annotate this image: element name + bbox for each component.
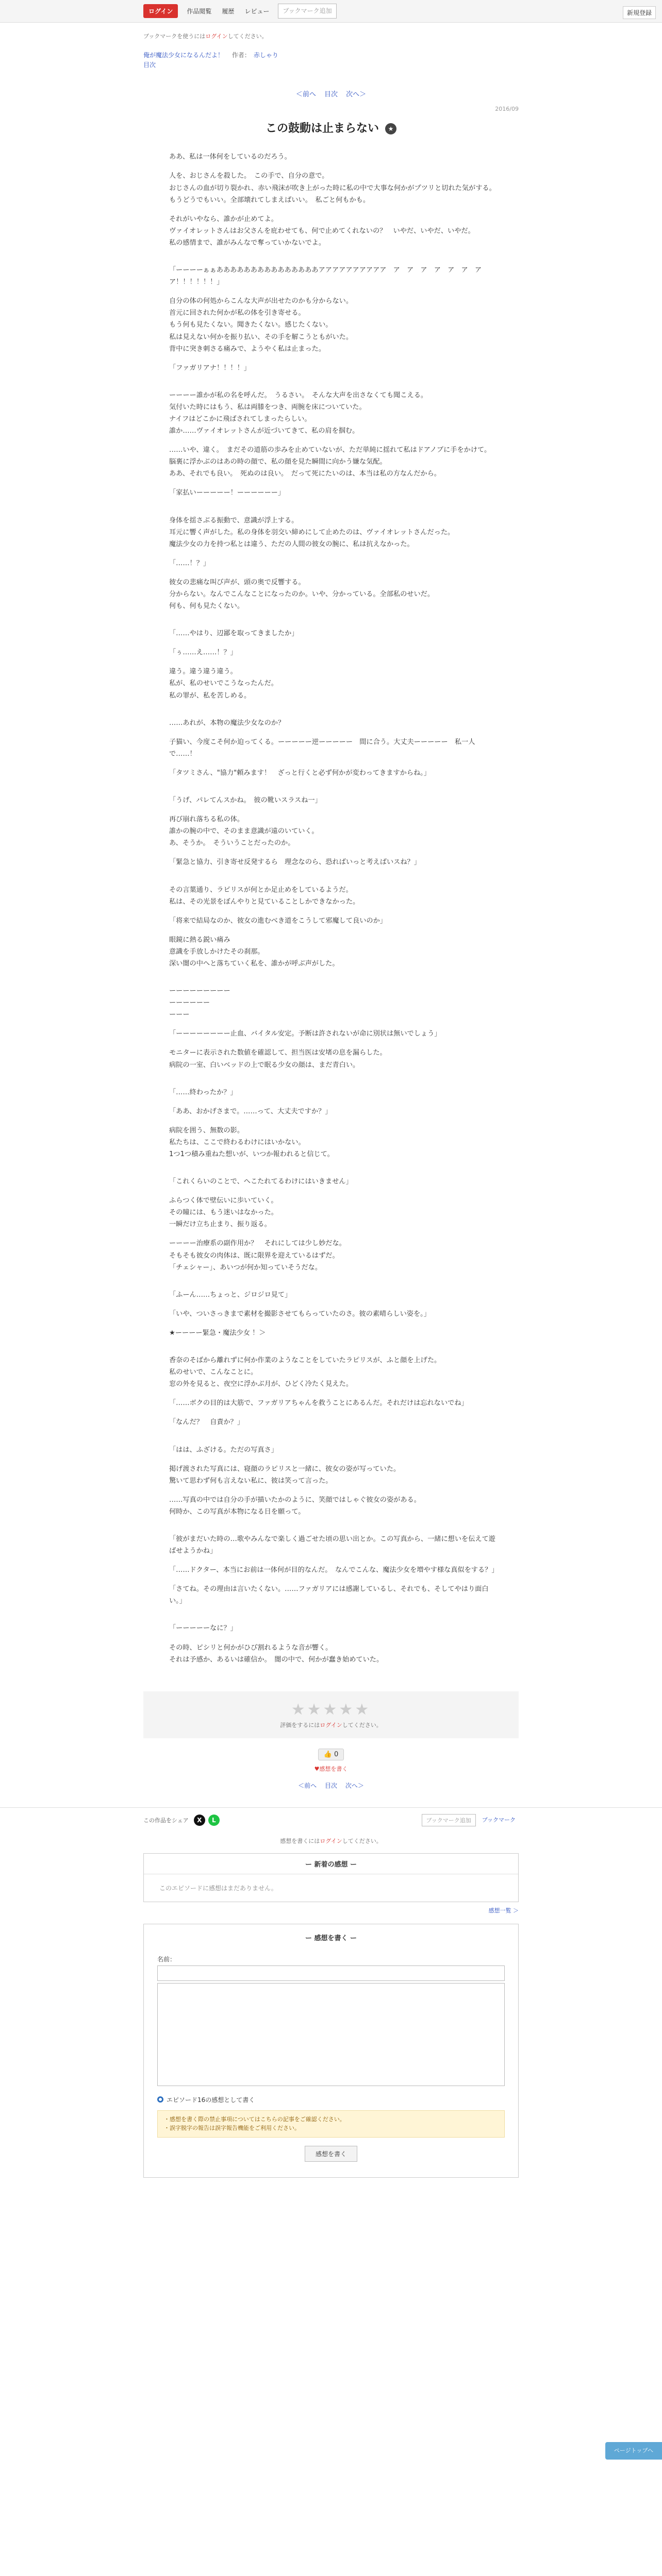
radio-icon[interactable] — [157, 2096, 163, 2103]
body-paragraph: 自分の体の何処からこんな大声が出せたのかも分からない。 首元に回された何かが私の体を引き寄せる。 もう何も見たくない。聞きたくない。感じたくない。 私は見えない何かを振り払い、その手を解こうともがいた。 背中に突き刺さる痛みで、ようやく私は止まった。 — [169, 297, 353, 353]
x-share-icon[interactable]: X — [194, 1815, 205, 1826]
main-content — [143, 32, 519, 1790]
share-bar — [0, 1807, 662, 1833]
login-link[interactable]: ログイン — [205, 33, 228, 40]
write-review-link[interactable]: ♥感想を書く — [314, 1765, 348, 1772]
body-paragraph: 「いや、ついさっきまで素材を撮影させてもらっていたのさ。彼の素晴らしい姿を。」 — [169, 1310, 431, 1318]
rating-box — [143, 1691, 519, 1738]
review-warning: ・感想を書く際の禁止事項についてはこちらの記事をご確認ください。 ・誤字脱字の報告は誤字報告機能をご利用ください。 — [157, 2110, 505, 2138]
toc-link-bottom[interactable]: 目次 — [324, 1782, 337, 1789]
nav-item-history[interactable]: 履歴 — [222, 8, 235, 15]
body-paragraph: ーーーー治療系の副作用か？ それにしては少し妙だな。 そもそも彼女の肉体は、既に限界を迎えているはずだ。 「チェシャー」、あいつが何か知っていそうだな。 — [169, 1240, 346, 1272]
line-share-icon[interactable]: L — [208, 1815, 220, 1826]
episode-pager-bottom — [143, 1781, 519, 1790]
review-area — [143, 1837, 519, 2178]
bookmark-notice: ブックマークを使うにはログインしてください。 — [143, 33, 268, 40]
prev-link[interactable]: ＜前へ — [295, 91, 316, 99]
next-link[interactable]: 次へ＞ — [346, 91, 367, 99]
review-list-link[interactable]: 感想一覧 ＞ — [488, 1907, 519, 1914]
body-paragraph: 香奈のそばから離れずに何か作業のようなことをしていたラピリスが、ふと顔を上げた。 私のせいで、こんなことに。 窓の外を見ると、夜空に浮かぶ月が、ひどく冷たく見えた。 — [169, 1357, 441, 1388]
body-paragraph: 「……ボクの目的は大筋で、ファガリアちゃんを救うことにあるんだ。それだけは忘れないでね」 — [169, 1399, 468, 1408]
body-paragraph: 「さてね。その理由は言いたくない。……ファガリアには感謝しているし、それでも、そしてやはり面白い。」 — [169, 1585, 489, 1605]
toc-link[interactable]: 目次 — [143, 61, 156, 69]
body-paragraph: 「ーーーーぁぁあああああああああああああああアアアアアアアアアア ア ア ア ア ア ア ア ア！！！！！！」 — [169, 266, 489, 286]
body-paragraph: 「彼がまだいた時の…歌やみんなで楽しく過ごせた頃の思い出とか。この写真から、一緒に想いを伝えて遊ばせようかね」 — [169, 1535, 495, 1555]
body-paragraph: ーーーー誰かが私の名を呼んだ。 うるさい。 そんな大声を出さなくても聞こえる。 気付いた時にはもう、私は両膝をつき、両腕を床についていた。 ナイフはどこかに飛ばされてしまったらしい。 誰か……ヴァイオレットさんが近づいてきて、私の肩を掴む。 — [169, 391, 428, 435]
body-paragraph: 「……やはり、辺鄙を取ってきましたか」 — [169, 630, 299, 638]
social-buttons — [194, 1815, 220, 1826]
body-paragraph: ふらつく体で壁伝いに歩いていく。 その瞳には、もう迷いはなかった。 一瞬だけ立ち止まり、振り返る。 — [169, 1197, 278, 1229]
top-nav — [182, 4, 336, 19]
body-paragraph: 人を、おじさんを殺した。 この手で、自分の意で。 おじさんの血が切り裂かれ、赤い飛沫が吹き上がった時に私の中で大事な何かがプツリと切れた気がする。 もうどうでもいい。全部壊れてしまえばいい。 私ごと何もかも。 — [169, 172, 496, 204]
rating-stars[interactable]: ★★★★★ — [291, 1700, 371, 1719]
body-paragraph: 「これくらいのことで、へこたれてるわけにはいきません」 — [169, 1178, 353, 1186]
body-paragraph: 「将来で結局なのか、彼女の進むべき道をこうして邪魔して良いのか」 — [169, 917, 387, 925]
body-paragraph: 「ぅ……え……！？」 — [169, 649, 237, 657]
share-label: この作品をシェア — [143, 1817, 189, 1824]
body-paragraph: ……写真の中では自分の手が描いたかのように、笑顔ではしゃぐ彼女の姿がある。 何時か、この写真が本物になる日を願って。 — [169, 1496, 421, 1516]
body-paragraph: 違う。違う違う違う。 私が、私のせいでこうなったんだ。 私の罪が、私を苦しめる。 — [169, 668, 278, 700]
body-paragraph: 「……ドクター、本当にお前は一体何が目的なんだ。 なんでこんな、魔法少女を増やす様な真似をする？」 — [169, 1566, 499, 1574]
body-paragraph: 「うげ、パレてんスかね。 彼の靴いスラスね一」 — [169, 796, 322, 805]
body-paragraph: 「……！？」 — [169, 559, 210, 567]
publish-date: 2016/09 — [495, 106, 519, 113]
bookmark-link[interactable]: ブックマーク — [482, 1816, 516, 1823]
episode-title: この鼓動は止まらない ★ — [143, 120, 519, 135]
body-paragraph: 掲げ渡された写真には、寝顔のラピリスと一緒に、彼女の姿が写っていた。 驚いて思わず何も言えない私に、彼は笑って言った。 — [169, 1465, 401, 1485]
body-paragraph: 「ーーーーーなに？」 — [169, 1624, 237, 1633]
body-paragraph: それがいやなら、誰かが止めてよ。 ヴァイオレットさんはお父さんを庇わせても、何で止めてくれないの？ いやだ、いやだ、いやだ。 私の感情まで、誰がみんなで奪っていかないでよ。 — [169, 215, 475, 247]
body-paragraph: ……いや、違く。 まだその道筋の歩みを止めていないが、ただ単純に揺れて私はドアノブに手をかけて。 脳裏に浮かぶのはあの時の顔で、私の顔を見た瞬間に向かう嫌な気配。 ああ、それでも良い。 死ぬのは良い。 だって死にたいのは、本当は私の方なんだから。 — [169, 446, 491, 478]
body-paragraph: 「ーーーーーーーー止血、バイタル安定。予断は許されないが命に別状は無いでしょう」 — [169, 1030, 441, 1038]
page-top-button[interactable]: ページトップへ — [605, 2442, 662, 2460]
name-label: 名前： — [157, 1955, 176, 1963]
body-paragraph: 子猫い、今度こそ何か迫ってくる。ーーーーー逆ーーーーー 間に合う。大丈夫ーーーーー 私一人で……！ — [169, 738, 475, 758]
top-bar — [0, 0, 662, 23]
submit-review-button[interactable]: 感想を書く — [305, 2146, 357, 2162]
review-notice: 感想を書くにはログインしてください。 — [280, 1837, 382, 1844]
review-textarea[interactable] — [157, 1983, 505, 2086]
next-link-bottom[interactable]: 次へ＞ — [345, 1782, 364, 1789]
body-paragraph: 「……終わったか？」 — [169, 1088, 237, 1096]
review-form — [143, 1924, 519, 2178]
body-paragraph: 「なんだ？ 自責か？」 — [169, 1418, 244, 1427]
name-input[interactable] — [157, 1965, 505, 1981]
like-area — [143, 1749, 519, 1773]
latest-reviews-heading: ー 新着の感想 ー — [305, 1860, 357, 1869]
body-paragraph: ……あれが、本物の魔法少女なのか？ — [169, 719, 285, 727]
bookmark-icon[interactable]: ★ — [385, 123, 396, 134]
body-paragraph: ★ーーーー緊急・魔法少女 ！＞ — [169, 1329, 266, 1337]
bookmark-add-disabled-button-bottom: ブックマーク追加 — [422, 1814, 476, 1826]
rating-note: 評価をするにはログインしてください。 — [280, 1721, 382, 1728]
nav-item-review[interactable]: レビュー — [244, 8, 270, 15]
like-button[interactable]: 👍 0 — [318, 1749, 344, 1760]
latest-reviews-empty: このエピソードに感想はまだありません。 — [144, 1874, 518, 1902]
body-paragraph: 「はは、ふざける。ただの写真さ」 — [169, 1446, 278, 1454]
rating-login-link[interactable]: ログイン — [320, 1721, 342, 1728]
body-paragraph: 「緊急と協力、引き寄せ反発するら 理念なのら、恐ればいっと考えばいスね？」 — [169, 858, 421, 867]
series-title-link[interactable]: 俺が魔法少女になるんだよ！ — [143, 52, 224, 59]
body-paragraph: 「タツミさん、"協力"頼みます！ ざっと行くと必ず何かが変わってきますからね。」 — [169, 769, 431, 777]
bookmark-add-disabled-button: ブックマーク追加 — [278, 4, 336, 19]
episode-radio[interactable]: エピソード16の感想として書く — [157, 2095, 505, 2104]
review-form-heading: ー 感想を書く ー — [305, 1934, 357, 1942]
login-button[interactable]: ログイン — [143, 4, 178, 18]
body-paragraph: 彼女の悲痛な叫び声が、頭の奥で反響する。 分からない。なんでこんなことになったのか。いや、分かっている。全部私のせいだ。 何も、何も見たくない。 — [169, 578, 435, 611]
body-paragraph: ーーーーーーーーー ーーーーーー ーーー — [169, 987, 230, 1019]
body-paragraph: 「ふーん……ちょっと、ジロジロ見て」 — [169, 1291, 292, 1299]
body-paragraph: 眼鏡に熱る鋭い痛み 意識を手放しかけたその刹那。 深い闇の中へと落ちていく私を、誰かが呼ぶ声がした。 — [169, 936, 339, 968]
body-paragraph: モニターに表示された数値を確認して、担当医は安堵の息を漏らした。 病院の一室、白いベッドの上で眠る少女の顔は、まだ青白い。 — [169, 1049, 387, 1069]
body-paragraph: 「家払いーーーーー！ーーーーーー」 — [169, 489, 285, 497]
review-login-link[interactable]: ログイン — [320, 1837, 342, 1844]
nav-item-browse[interactable]: 作品閲覧 — [187, 8, 212, 15]
body-paragraph: 身体を揺さぶる振動で、意識が浮上する。 耳元に響く声がした。私の身体を羽交い締めにして止めたのは、ヴァイオレットさんだった。 魔法少女の力を持つ私とは違う、ただの人間の彼女の腕に、私は抗えなかった。 — [169, 516, 455, 548]
body-paragraph: ああ、私は一体何をしているのだろう。 — [169, 153, 291, 161]
body-paragraph: 「ああ、おかげさまで。……って、大丈夫ですか？」 — [169, 1107, 332, 1115]
episode-pager-top — [143, 89, 519, 98]
toc-link[interactable]: 目次 — [324, 91, 338, 99]
episode-body — [143, 151, 519, 1665]
latest-reviews — [143, 1853, 519, 1902]
prev-link-bottom[interactable]: ＜前へ — [298, 1782, 317, 1789]
body-paragraph: その時、ピシリと何かがひび割れるような音が響く。 それは予感か、あるいは確信か。 闇の中で、何かが蠢き始めていた。 — [169, 1643, 384, 1664]
register-button[interactable]: 新規登録 — [623, 6, 656, 19]
body-paragraph: 「ファガリアナ！！！！」 — [169, 364, 251, 372]
body-paragraph: 再び崩れ落ちる私の体。 誰かの腕の中で、そのまま意識が遠のいていく。 あ、そうか。 そういうことだったのか。 — [169, 816, 319, 848]
body-paragraph: その言葉通り、ラピリスが何とか足止めをしているようだ。 私は、その光景をぼんやりと見ていることしかできなかった。 — [169, 886, 360, 906]
author-link[interactable]: 赤しゃり — [253, 52, 278, 59]
series-info: 俺が魔法少女になるんだよ！ 作者： 赤しゃり 目次 — [143, 52, 278, 69]
body-paragraph: 病院を囲う、無数の影。 私たちは、ここで終わるわけにはいかない。 1つ1つ積み重ねた想いが、いつか報われると信じて。 — [169, 1126, 334, 1158]
